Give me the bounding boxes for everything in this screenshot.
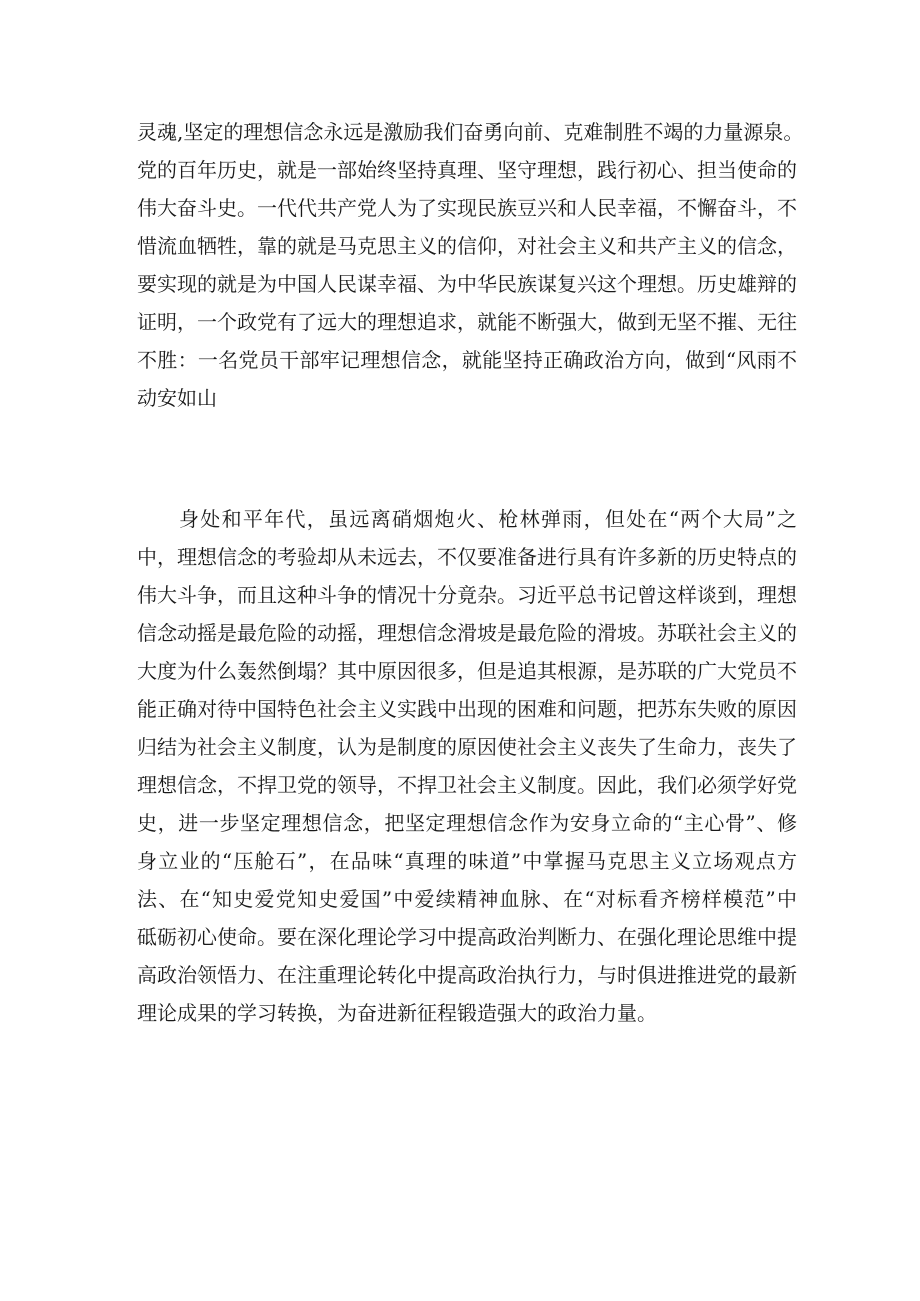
text-line: 理论成果的学习转换，为奋进新征程锻造强大的政治力量。 xyxy=(137,1001,657,1025)
text-line: 伟大斗争，而且这种斗争的情况十分竟杂。习近平总书记曾这样谈到，理想 xyxy=(137,583,797,607)
text-line: 身处和平年代，虽远离硝烟炮火、枪林弹雨，但处在“两个大局”之 xyxy=(179,507,797,531)
text-line: 惜流血牺牲，靠的就是马克思主义的信仰，对社会主义和共产主义的信念， xyxy=(137,234,797,258)
text-line: 不胜：一名党员干部牢记理想信念，就能坚持正确政治方向，做到“风雨不 xyxy=(137,348,797,372)
text-line: 大度为什么轰然倒塌？其中原因很多，但是追其根源，是苏联的广大党员不 xyxy=(137,659,797,683)
text-line: 信念动摇是最危险的动摇，理想信念滑坡是最危险的滑坡。苏联社会主义的 xyxy=(137,621,797,645)
text-line: 理想信念，不捍卫党的领导，不捍卫社会主义制度。因此，我们必须学好党 xyxy=(137,773,797,797)
text-line: 法、在“知史爱党知史爱国”中爱续精神血脉、在“对标看齐榜样模范”中 xyxy=(137,887,797,911)
text-line: 党的百年历史，就是一部始终坚持真理、坚守理想，践行初心、担当使命的 xyxy=(137,158,797,182)
paragraph-1 xyxy=(137,113,804,417)
text-line: 要实现的就是为中国人民谋幸福、为中华民族谋复兴这个理想。历史雄辩的 xyxy=(137,272,797,296)
text-line: 高政治领悟力、在注重理论转化中提高政治执行力，与时俱进推进党的最新 xyxy=(137,963,797,987)
text-line: 归结为社会主义制度，认为是制度的原因使社会主义丧失了生命力，丧失了 xyxy=(137,735,797,759)
text-line: 灵魂,坚定的理想信念永远是激励我们奋勇向前、克难制胜不竭的力量源泉。 xyxy=(137,120,804,144)
paragraph-2 xyxy=(137,500,797,1032)
text-line: 砥砺初心使命。要在深化理论学习中提高政治判断力、在强化理论思维中提 xyxy=(137,925,797,949)
text-line: 史，进一步坚定理想信念，把坚定理想信念作为安身立命的“主心骨”、修 xyxy=(137,811,797,835)
text-line: 能正确对待中国特色社会主义实践中出现的困难和问题，把苏东失败的原因 xyxy=(137,697,797,721)
text-line: 身立业的“压舱石”，在品味“真理的味道”中掌握马克思主义立场观点方 xyxy=(137,849,797,873)
text-line: 动安如山 xyxy=(137,386,217,410)
text-line: 伟大奋斗史。一代代共产党人为了实现民族豆兴和人民幸福，不懈奋斗，不 xyxy=(137,196,797,220)
text-line: 中，理想信念的考验却从未远去，不仅要准备进行具有许多新的历史特点的 xyxy=(137,545,797,569)
text-line: 证明，一个政党有了远大的理想追求，就能不断强大，做到无坚不摧、无往 xyxy=(137,310,797,334)
